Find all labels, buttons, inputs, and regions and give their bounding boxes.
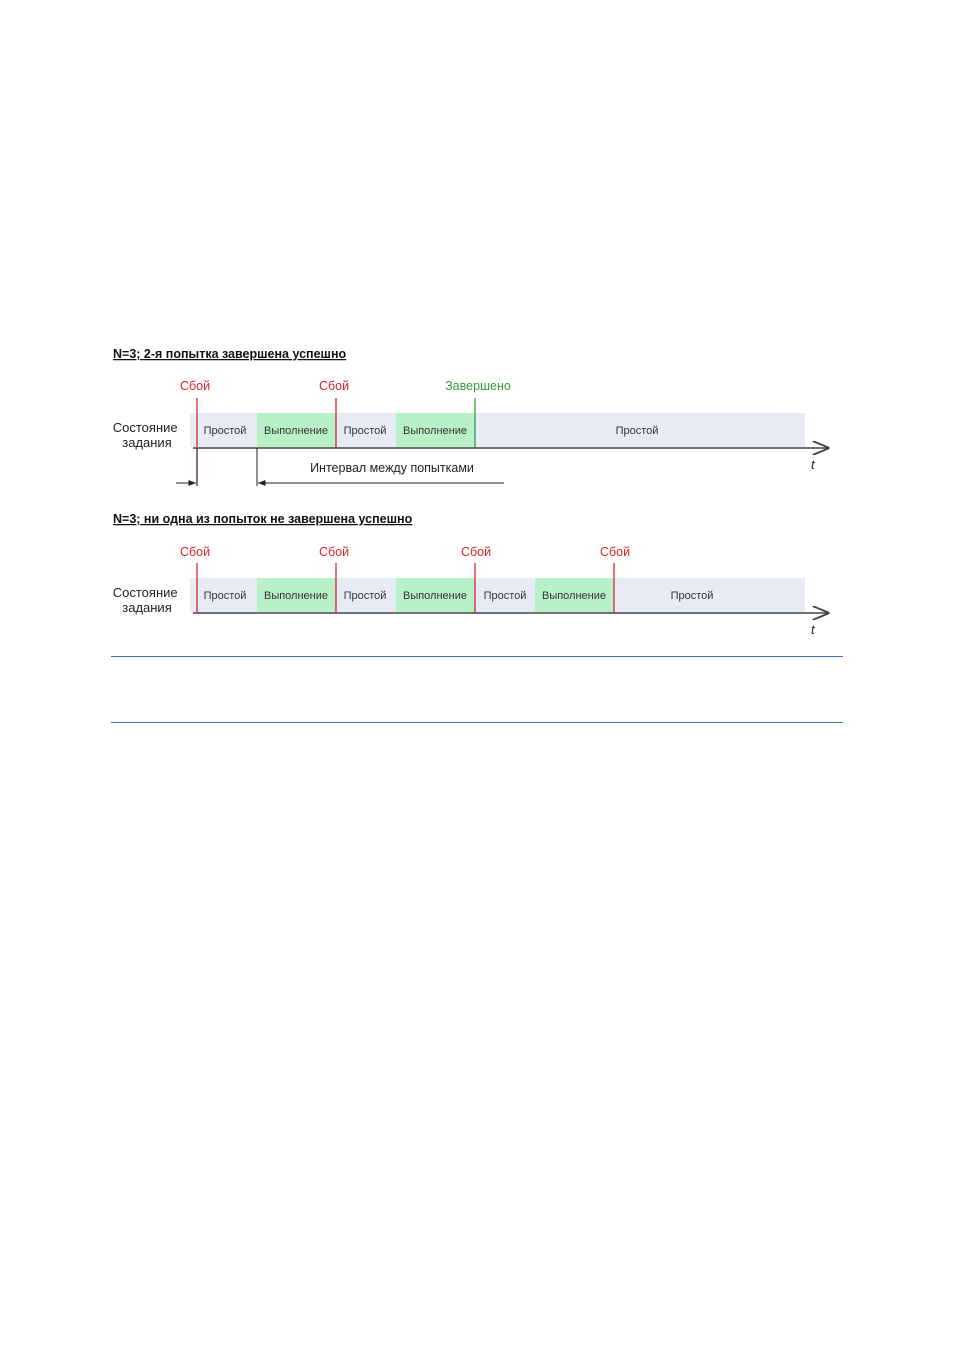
timeline-segments	[190, 413, 805, 447]
diagram-heading: N=3; 2-я попытка завершена успешно	[113, 347, 347, 361]
failure-label: Сбой	[179, 379, 211, 393]
segment-label: Выполнение	[263, 425, 329, 437]
diagram-success	[113, 347, 828, 486]
segment-label: Простой	[483, 590, 527, 602]
interval-label: Интервал между попытками	[310, 461, 474, 475]
failure-label: Сбой	[179, 545, 211, 559]
segment-label: Простой	[203, 425, 247, 437]
failure-label: Сбой	[460, 545, 492, 559]
diagram-failure	[113, 512, 828, 637]
segment-label: Простой	[670, 590, 714, 602]
row-label: Состояние задания	[112, 420, 178, 450]
segment-label: Выполнение	[402, 425, 468, 437]
segment-label: Простой	[615, 425, 659, 437]
segment-label: Выполнение	[541, 590, 607, 602]
row-label: Состояние задания	[112, 585, 178, 615]
axis-label-t: t	[811, 457, 815, 472]
retry-interval-annotation	[176, 448, 504, 486]
axis-label-t: t	[811, 622, 815, 637]
success-label: Завершено	[445, 379, 511, 393]
failure-label: Сбой	[318, 379, 350, 393]
segment-label: Простой	[343, 425, 387, 437]
failure-label: Сбой	[599, 545, 631, 559]
segment-label: Выполнение	[402, 590, 468, 602]
segment-label: Выполнение	[263, 590, 329, 602]
diagram-heading: N=3; ни одна из попыток не завершена успешно	[113, 512, 413, 526]
segment-label: Простой	[343, 590, 387, 602]
section-divider-top	[111, 656, 843, 657]
timeline-segments	[190, 578, 805, 612]
failure-label: Сбой	[318, 545, 350, 559]
section-divider-bottom	[111, 722, 843, 723]
segment-label: Простой	[203, 590, 247, 602]
